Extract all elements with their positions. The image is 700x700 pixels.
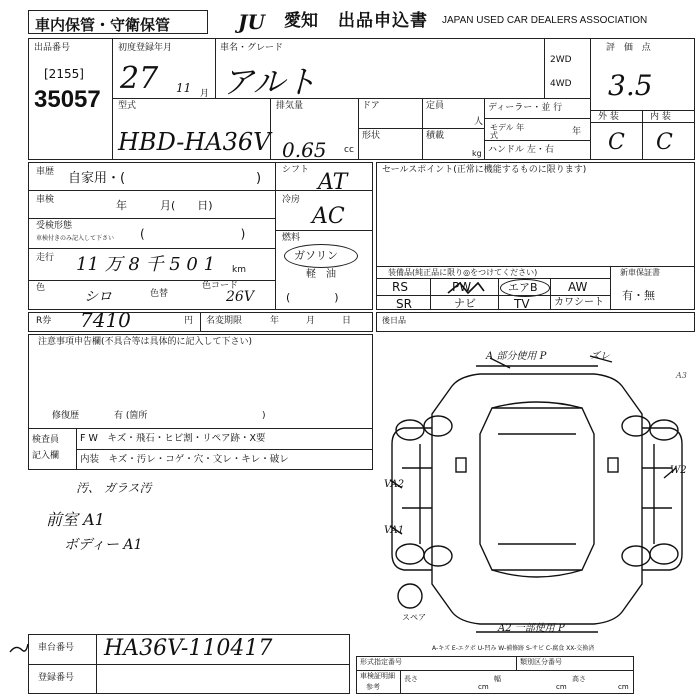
recycle-value: 7410 <box>80 308 131 332</box>
handle-label: ハンドル 左・右 <box>488 145 554 155</box>
sales-point-label: セールスポイント(正常に機能するものに限ります) <box>382 165 587 175</box>
color-code-label: 色コード <box>202 281 239 291</box>
equip-pw: PW <box>452 280 472 294</box>
recycle-yen: 円 <box>184 316 194 326</box>
warranty-value: 有・無 <box>622 289 655 302</box>
shift-value: AT <box>318 170 348 195</box>
year-unit: 年 <box>572 127 582 137</box>
cert-detail-label: 車検証明細 <box>360 672 395 680</box>
storage-note: 車内保管・守衛保管 <box>28 10 208 34</box>
registration-label: 登録番号 <box>38 673 75 683</box>
height-unit: cm <box>618 683 629 691</box>
recycle-label: R券 <box>36 316 52 326</box>
lot-number-small: [2155] <box>44 67 84 81</box>
diagram-left-a2: VA2 <box>384 479 405 490</box>
displacement-unit: cc <box>344 145 354 155</box>
color-code-value: 26V <box>226 289 254 305</box>
car-name-label: 車名・グレード <box>220 43 284 53</box>
handwritten-note-3: ボディー A1 <box>64 537 143 553</box>
equip-aw: AW <box>568 280 588 294</box>
equip-navi: ナビ <box>454 297 476 310</box>
ju-logo-text: JU <box>238 10 265 34</box>
equipment-label: 装備品(純正品に限り◎をつけてください) <box>388 268 538 277</box>
model-label: 型式 <box>118 101 137 111</box>
association-name: JAPAN USED CAR DEALERS ASSOCIATION <box>442 15 648 26</box>
form-title: 出品申込書 <box>338 11 428 30</box>
car-damage-diagram <box>380 348 695 640</box>
shift-label: シフト <box>282 165 310 175</box>
history-value: 自家用・( <box>68 171 126 186</box>
height-label: 高さ <box>572 675 586 683</box>
receipt-label: 受検形態 <box>36 221 73 231</box>
repair-value: 有 (箇所 <box>114 411 148 421</box>
receipt-paren: ( ) <box>140 227 246 241</box>
ac-label: 冷房 <box>282 195 301 205</box>
fuel-paren: ( ) <box>286 291 339 304</box>
month-char: 月 <box>200 89 210 99</box>
drive-4wd: 4WD <box>550 79 572 89</box>
receipt-note: 車検付きのみ記入して下さい <box>36 235 115 242</box>
fuel-diesel: 軽 油 <box>306 269 336 280</box>
diagram-left-a1: VA1 <box>384 525 405 536</box>
diagram-spare-label: スペア <box>402 613 426 622</box>
model-code: HBD-HA36V <box>118 128 271 156</box>
lot-number-label: 出品番号 <box>34 43 71 53</box>
exterior-label: 外 装 <box>598 112 619 122</box>
inspection-value: 年 月( 日) <box>116 199 213 212</box>
drive-2wd: 2WD <box>550 55 572 65</box>
inspector-label: 検査員 <box>32 435 60 445</box>
class-label: 類別区分番号 <box>520 658 562 666</box>
dealer-label: ディーラー・並 行 <box>488 103 563 113</box>
check-mark-icon <box>8 640 30 664</box>
color-label: 色 <box>36 283 46 293</box>
color-value: シロ <box>84 289 112 305</box>
notes-label: 注意事項申告欄(不具合等は具体的に記入して下さい) <box>38 337 253 347</box>
door-label: ドア <box>362 101 380 111</box>
model-year-label: モデル 年式 <box>490 123 525 140</box>
repair-label: 修復歴 <box>52 411 80 421</box>
ac-value: AC <box>312 204 345 229</box>
lot-number: 35057 <box>34 86 101 113</box>
load-label: 積載 <box>426 131 445 141</box>
width-label: 幅 <box>494 675 501 683</box>
history-label: 車歴 <box>36 167 55 177</box>
length-label: 長さ <box>404 675 418 683</box>
name-change-date: 年 月 日 <box>270 316 352 326</box>
ju-logo <box>238 10 282 32</box>
km-unit: km <box>232 265 246 275</box>
width-unit: cm <box>556 683 567 691</box>
diagram-right-w2: W2 <box>670 465 687 476</box>
car-name: アルト <box>222 63 317 101</box>
history-close: ) <box>256 171 262 186</box>
exterior-grade: C <box>608 130 625 155</box>
repair-close: ) <box>262 411 266 421</box>
equip-seat: カワシート <box>554 297 604 308</box>
diagram-bottom-note: A2 一部使用 P <box>498 623 565 634</box>
org-name: 愛知 <box>284 11 318 30</box>
afterday-label: 後日品 <box>382 316 406 325</box>
score-value: 3.5 <box>608 69 653 102</box>
shape-label: 形状 <box>362 131 381 141</box>
diagram-top-note: A 部分使用 P <box>486 351 547 362</box>
fuel-gas: ガソリン <box>294 249 338 262</box>
designation-label: 形式指定番号 <box>360 658 402 666</box>
chassis-label: 車台番号 <box>38 643 75 653</box>
equip-pw-scribble <box>446 280 486 294</box>
warranty-label: 新車保証書 <box>620 268 660 277</box>
displacement-label: 排気量 <box>276 101 304 111</box>
interior-grade: C <box>656 130 673 155</box>
mileage-label: 走行 <box>36 253 55 263</box>
diagram-top-note-2: ズレ <box>590 351 610 362</box>
first-reg-year: 27 <box>120 61 159 96</box>
fuel-label: 燃料 <box>282 233 301 243</box>
color-change-label: 色替 <box>150 289 169 299</box>
person-unit: 人 <box>474 117 484 127</box>
score-label: 評 価 点 <box>606 43 654 53</box>
entry-label: 記入欄 <box>32 451 60 461</box>
diagram-legend: A-キズ E-エクボ U-凹み W-補修跡 S-サビ C-腐食 XX-交換済 <box>432 645 595 652</box>
equip-tv: TV <box>514 297 530 311</box>
name-change-label: 名変期限 <box>206 316 243 326</box>
afterday-frame <box>376 312 695 332</box>
first-reg-label: 初度登録年月 <box>118 43 173 53</box>
length-unit: cm <box>478 683 489 691</box>
mileage-value: 11 万 8 千 5 0 1 <box>76 254 216 275</box>
equip-sr: SR <box>396 297 412 311</box>
handwritten-note-2: 前室 A1 <box>46 510 105 529</box>
first-reg-month: 11 <box>176 81 192 95</box>
fw-line: F W キズ・飛石・ヒビ割・リペア跡・X要 <box>80 433 266 444</box>
capacity-label: 定員 <box>426 101 445 111</box>
kg-unit: kg <box>472 149 482 158</box>
interior-line: 内装 キズ・汚レ・コゲ・穴・文レ・キレ・破レ <box>80 454 289 465</box>
equip-airbag: エアB <box>508 281 538 294</box>
reference-label: 参考 <box>366 683 380 691</box>
handwritten-note-1: 汚、 ガラス汚 <box>76 481 152 495</box>
equip-rs: RS <box>392 280 408 294</box>
displacement-value: 0.65 <box>282 138 327 162</box>
inspection-label: 車検 <box>36 195 55 205</box>
interior-label: 内 装 <box>650 112 671 122</box>
diagram-corner-mark: A3 <box>676 371 687 380</box>
chassis-number: HA36V-110417 <box>104 636 273 661</box>
